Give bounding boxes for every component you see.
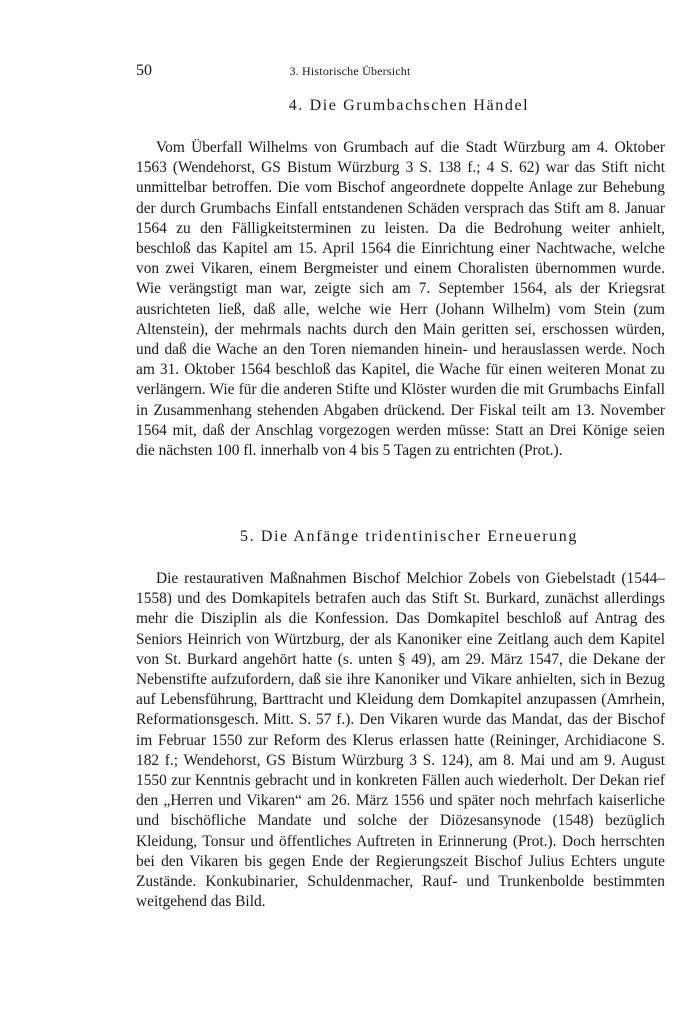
section-paragraph-4: Vom Überfall Wilhelms von Grumbach auf die Stadt Würzburg am 4. Oktober 1563 (Wendehorst, GS Bistum Würzburg 3 S. 138 f.; 4 S. 62) war das Stift nicht unmittelbar betroffen. Die vom Bischof angeordnete doppelte Anlage zur Behebung der durch Grumbachs Einfall entstandenen Schäden versprach das Stift am 8. Januar 1564 zu den Fälligkeitsterminen zu leisten. Da die Bedrohung weiter anhielt, beschloß das Kapitel am 15. April 1564 die Einrichtung einer Nachtwache, welche von zwei Vikaren, einem Bergmeister und einem Choralisten übernommen wurde. Wie verängstigt man war, zeigte sich am 7. September 1564, als der Kriegsrat ausrichteten ließ, daß alle, welche wie Herr (Johann Wilhelm) vom Stein (zum Altenstein), der mehrmals nachts durch den Main geritten sei, erschossen würden, und daß die Wache an den Toren niemanden hinein- und herauslassen werde. Noch am 31. Oktober 1564 beschloß das Kapitel, die Wache für einen weiteren Monat zu verlängern. Wie für die anderen Stifte und Klöster wurden die mit Grumbachs Einfall in Zusammenhang stehenden Abgaben drückend. Der Fiskal teilt am 13. November 1564 mit, daß der Anschlag vorgezogen werden müsse: Statt an Drei Könige seien die nächsten 100 fl. innerhalb von 4 bis 5 Tagen zu entrichten (Prot.). (136, 139, 665, 460)
page-number: 50 (136, 62, 152, 79)
section-heading-4: 4. Die Grumbachschen Händel (288, 97, 530, 114)
running-head: 3. Historische Übersicht (289, 64, 411, 78)
section-paragraph-5: Die restaurativen Maßnahmen Bischof Melchior Zobels von Giebelstadt (1544–1558) und des Domkapitels betrafen auch das Stift St. Burkard, zunächst allerdings mehr die Disziplin als die Konfession. Das Domkapitel beschloß auf Antrag des Seniors Heinrich von Würtzburg, der als Kanoniker eine Zeitlang auch dem Kapitel von St. Burkard angehört hatte (s. unten § 49), am 29. März 1547, die Dekane der Nebenstifte aufzufordern, daß sie ihre Kanoniker und Vikare anhielten, sich in Bezug auf Lebensführung, Barttracht und Kleidung dem Domkapitel anzupassen (Amrhein, Reformationsgesch. Mitt. S. 57 f.). Den Vikaren wurde das Mandat, das der Bischof im Februar 1550 zur Reform des Klerus erlassen hatte (Reininger, Archidiacone S. 182 f.; Wendehorst, GS Bistum Würzburg 3 S. 124), am 8. Mai und am 9. August 1550 zur Kenntnis gebracht und in konkreten Fällen auch wiederholt. Der Dekan rief den „Herren und Vikaren“ am 26. März 1556 und später noch mehrfach kaiserliche und bischöfliche Mandate und solche der Diözesansynode (1548) bezüglich Kleidung, Tonsur und öffentliches Auftreten in Erinnerung (Prot.). Doch herrschten bei den Vikaren bis gegen Ende der Regierungszeit Bischof Julius Echters ungute Zustände. Konkubinarier, Schuldenmacher, Rauf- und Trunkenbolde bestimmten weitgehend das Bild. (136, 570, 665, 911)
section-heading-5: 5. Die Anfänge tridentinischer Erneuerung (240, 528, 578, 545)
